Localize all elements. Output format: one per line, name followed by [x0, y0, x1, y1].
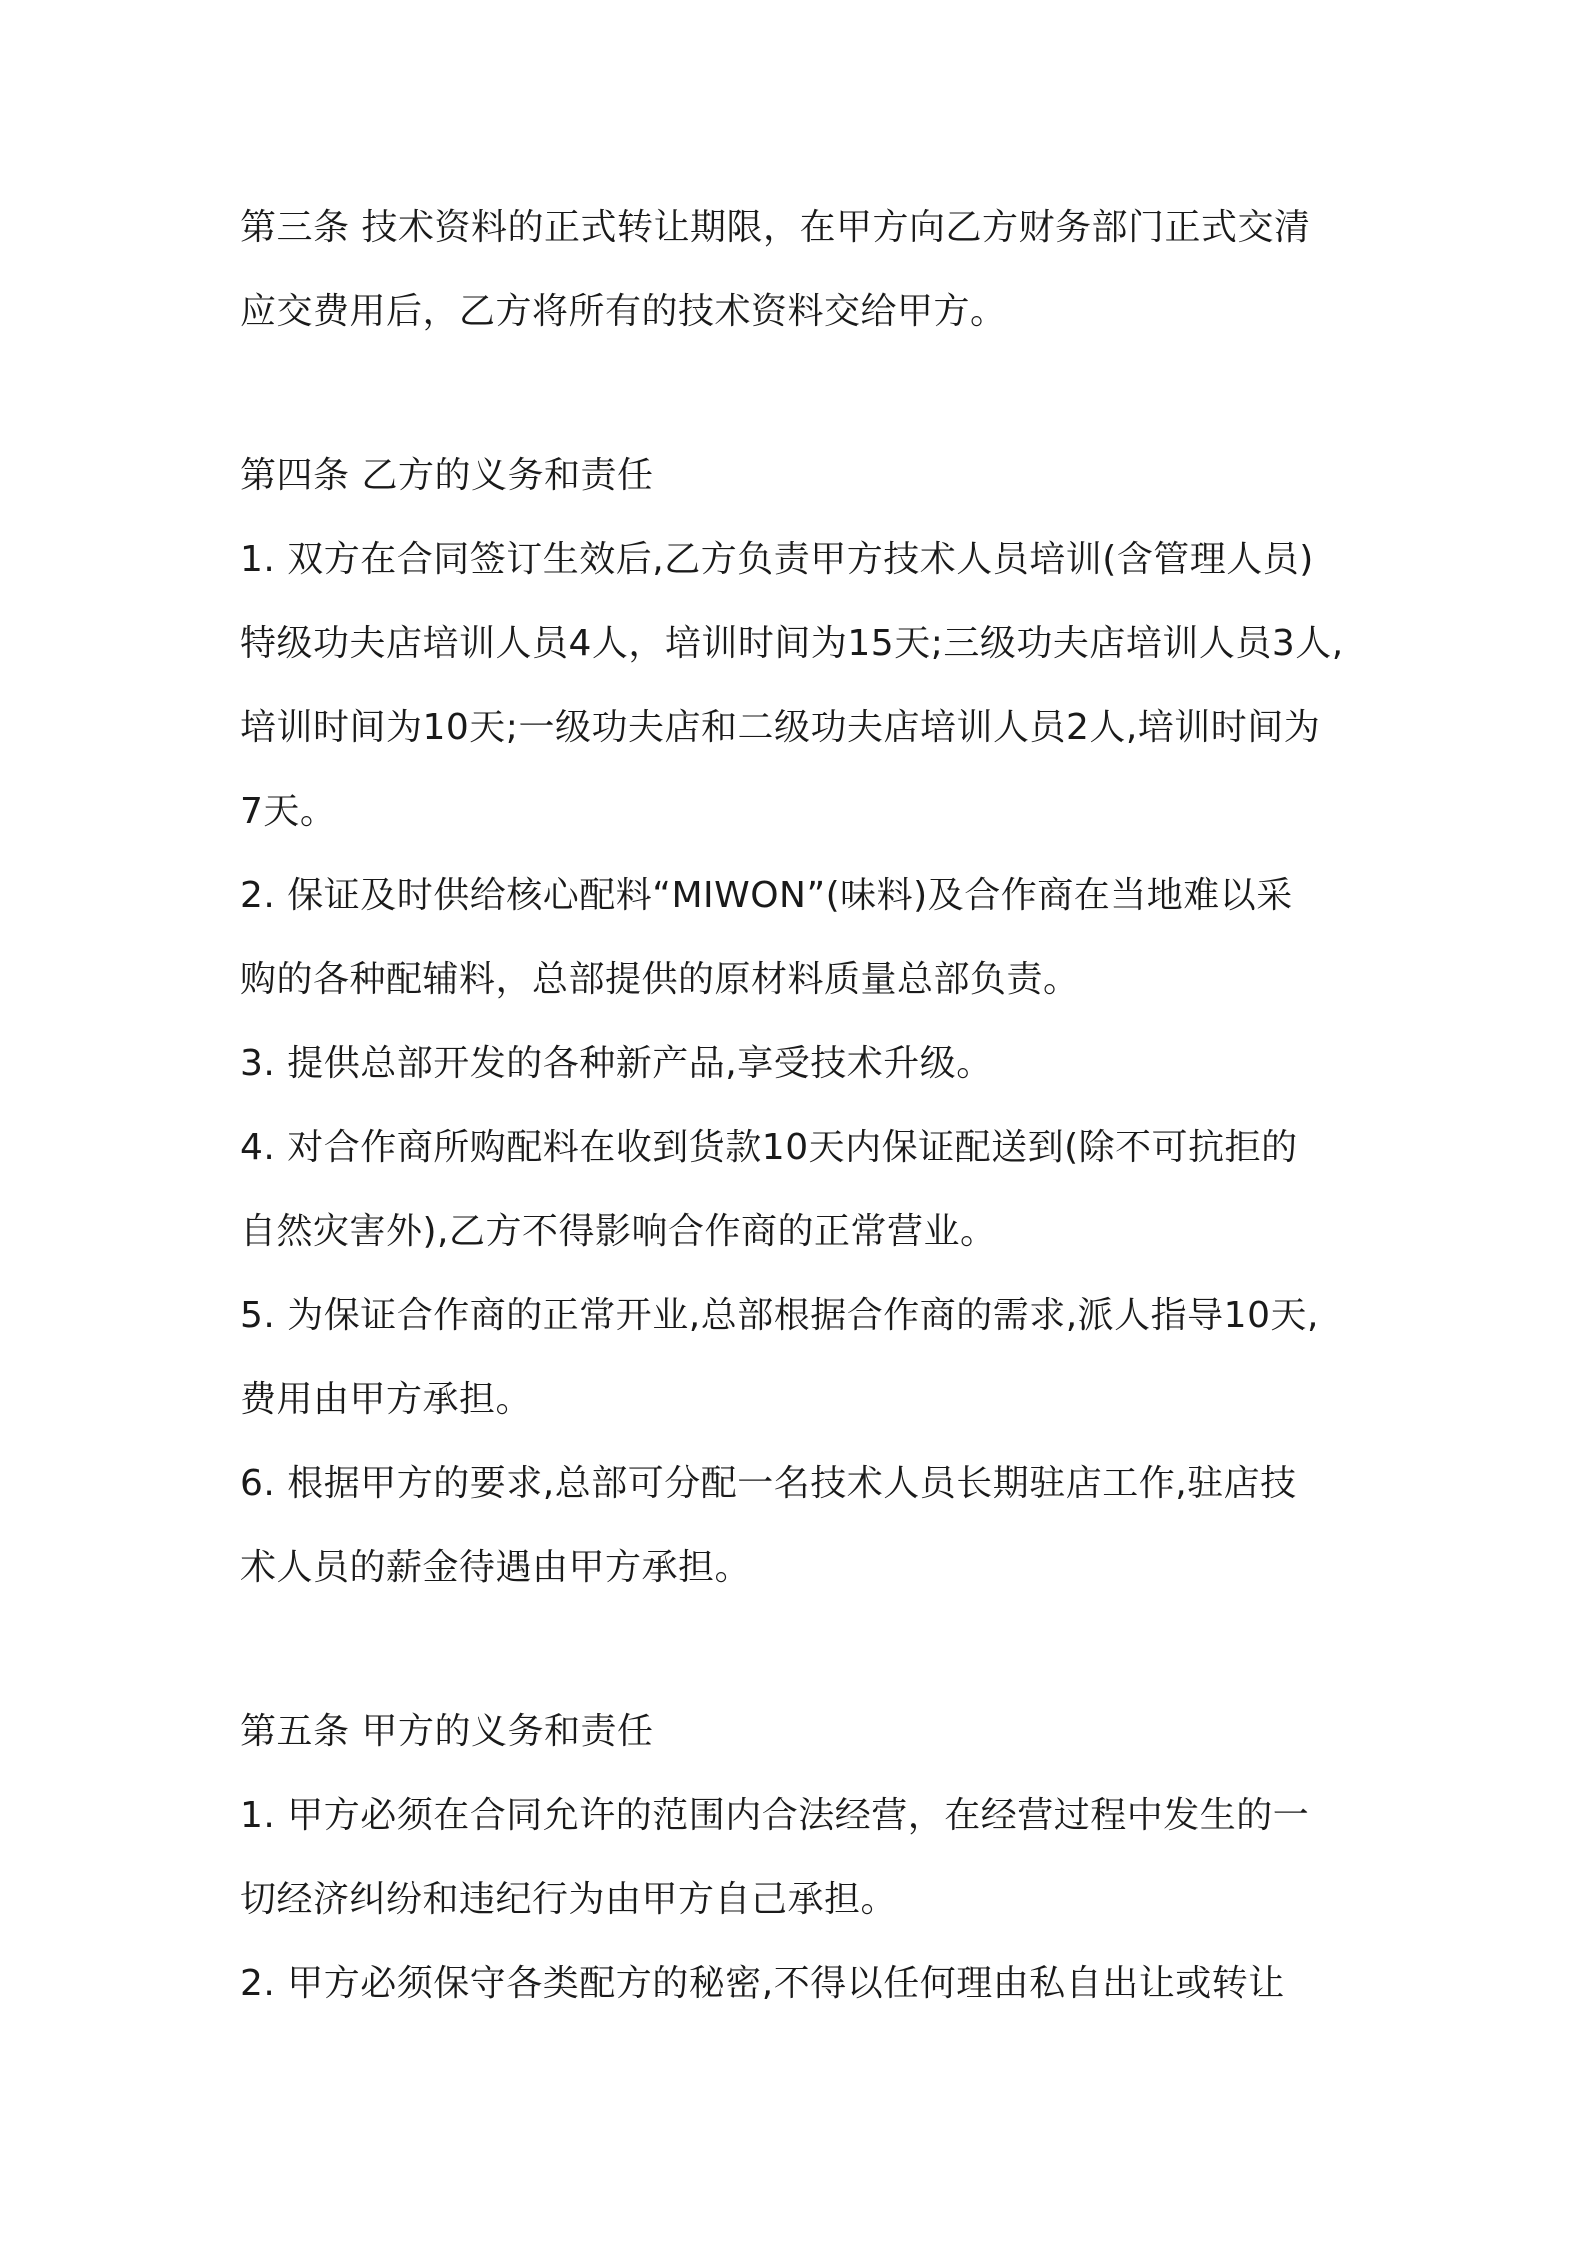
article4-item4-line1: 4. 对合作商所购配料在收到货款10天内保证配送到(除不可抗拒的 — [240, 1127, 1298, 1168]
article4-item2-line1: 2. 保证及时供给核心配料“MIWON”(味料)及合作商在当地难以采 — [240, 875, 1293, 916]
article3-line-2: 应交费用后，乙方将所有的技术资料交给甲方。 — [240, 291, 1007, 332]
article5-item1-line1: 1. 甲方必须在合同允许的范围内合法经营，在经营过程中发生的一 — [240, 1795, 1310, 1836]
article4-item1-line4: 7天。 — [240, 791, 337, 832]
article4-item2-line2: 购的各种配辅料，总部提供的原材料质量总部负责。 — [240, 959, 1080, 1000]
article4-item5-line1: 5. 为保证合作商的正常开业,总部根据合作商的需求,派人指导10天, — [240, 1295, 1319, 1336]
article4-item1-line3: 培训时间为10天;一级功夫店和二级功夫店培训人员2人,培训时间为 — [240, 707, 1321, 748]
article4-item1-line2: 特级功夫店培训人员4人，培训时间为15天;三级功夫店培训人员3人, — [240, 623, 1344, 664]
article4-item6-line2: 术人员的薪金待遇由甲方承担。 — [240, 1547, 752, 1588]
article5-heading: 第五条 甲方的义务和责任 — [240, 1711, 654, 1752]
article3-line-1: 第三条 技术资料的正式转让期限，在甲方向乙方财务部门正式交清 — [240, 207, 1311, 248]
article4-item1-line1: 1. 双方在合同签订生效后,乙方负责甲方技术人员培训(含管理人员) — [240, 539, 1314, 580]
article4-item3-line1: 3. 提供总部开发的各种新产品,享受技术升级。 — [240, 1043, 993, 1084]
article4-item5-line2: 费用由甲方承担。 — [240, 1379, 533, 1420]
article5-item1-line2: 切经济纠纷和违纪行为由甲方自己承担。 — [240, 1879, 898, 1920]
article5-item2-line1: 2. 甲方必须保守各类配方的秘密,不得以任何理由私自出让或转让 — [240, 1963, 1285, 2004]
article4-item6-line1: 6. 根据甲方的要求,总部可分配一名技术人员长期驻店工作,驻店技 — [240, 1463, 1297, 1504]
article4-item4-line2: 自然灾害外),乙方不得影响合作商的正常营业。 — [240, 1211, 997, 1252]
article4-heading: 第四条 乙方的义务和责任 — [240, 455, 654, 496]
